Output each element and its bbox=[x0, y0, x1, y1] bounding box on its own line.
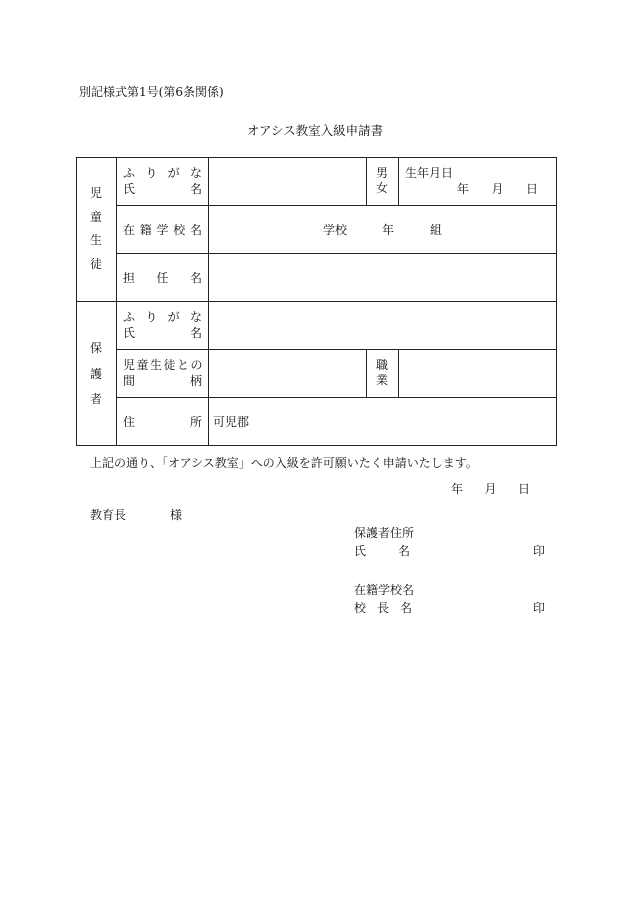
form-title: オアシス教室入級申請書 bbox=[246, 123, 384, 138]
guardian-name-input[interactable] bbox=[210, 303, 554, 347]
application-date: 年 月 日 bbox=[451, 482, 530, 496]
address-label: 住 所 bbox=[123, 415, 202, 429]
relation-label-line1: 児童生徒との bbox=[123, 358, 205, 372]
school-unit: 学校 bbox=[323, 223, 348, 237]
relation-label-line2: 間 柄 bbox=[123, 374, 202, 388]
guardian-address-label: 保護者住所 bbox=[354, 526, 415, 540]
guardian-name-label: 氏 名 bbox=[123, 326, 202, 340]
guardian-seal: 印 bbox=[533, 544, 546, 558]
principal-seal: 印 bbox=[533, 601, 546, 615]
principal-name-label: 校 長 名 bbox=[354, 601, 412, 615]
guardian-sign-name-label: 氏 名 bbox=[354, 544, 410, 558]
school-label: 在 籍 学 校 名 bbox=[123, 223, 202, 237]
relation-input[interactable] bbox=[210, 351, 364, 395]
address-value: 可児郡 bbox=[213, 415, 250, 429]
statement: 上記の通り、「オアシス教室」への入級を許可願いたく申請いたします。 bbox=[90, 456, 478, 470]
teacher-name-input[interactable] bbox=[210, 255, 554, 299]
birthdate-label: 生年月日 bbox=[405, 166, 454, 180]
birthdate-units: 年 月 日 bbox=[457, 182, 538, 196]
school-sign-label: 在籍学校名 bbox=[354, 583, 415, 597]
grade-unit: 年 bbox=[382, 223, 395, 237]
child-name-label: 氏 名 bbox=[123, 182, 202, 196]
child-furigana-label: ふ り が な bbox=[123, 166, 202, 180]
child-name-input[interactable] bbox=[210, 159, 364, 203]
addressee-title: 教育長 bbox=[90, 508, 127, 522]
child-section-label: 児 童 生 徒 bbox=[89, 186, 102, 271]
teacher-label: 担 任 名 bbox=[123, 271, 202, 285]
guardian-section-label: 保 護 者 bbox=[89, 341, 102, 406]
class-unit: 組 bbox=[430, 223, 443, 237]
gender-label: 男 女 bbox=[375, 166, 388, 195]
guardian-furigana-label: ふ り が な bbox=[123, 310, 202, 324]
occupation-input[interactable] bbox=[400, 351, 554, 395]
form-number: 別記様式第1号(第6条関係) bbox=[79, 85, 224, 99]
addressee-honorific: 様 bbox=[170, 508, 183, 522]
occupation-label: 職 業 bbox=[375, 358, 388, 387]
